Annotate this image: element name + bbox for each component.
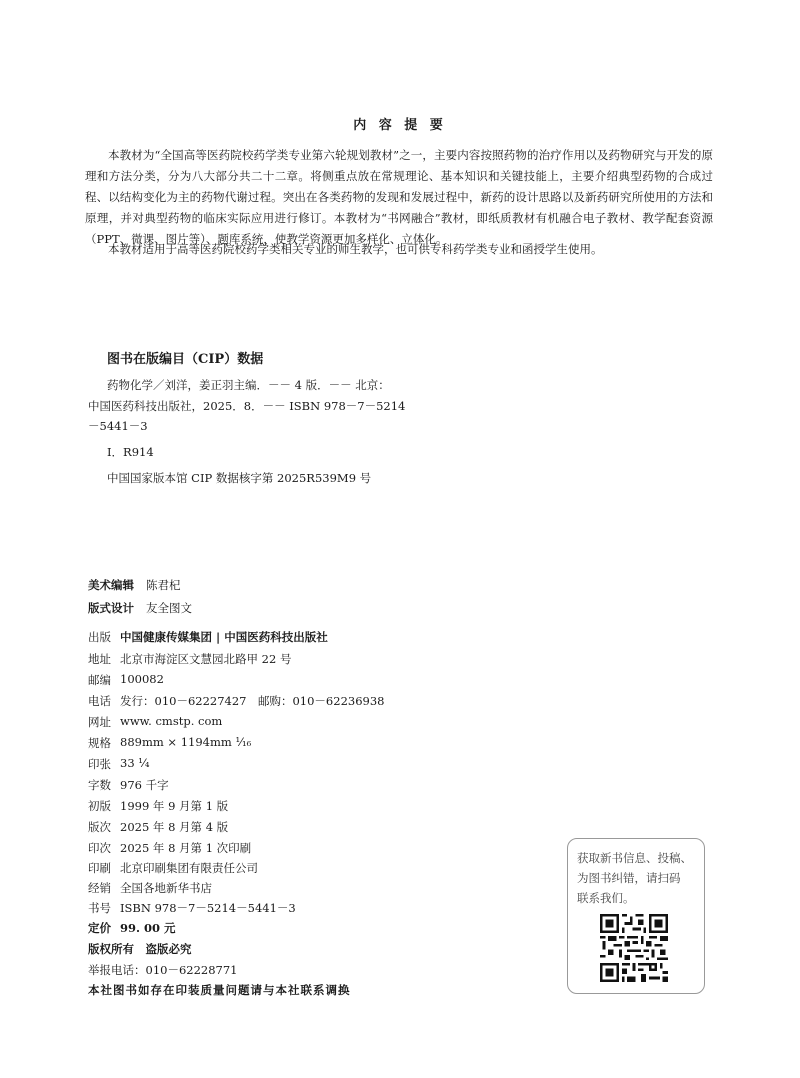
pub-value: 100082 <box>120 672 164 686</box>
pub-sheets <box>88 756 149 772</box>
pub-label: 书号 <box>88 901 111 915</box>
pub-value: 1999 年 9 月第 1 版 <box>120 799 229 813</box>
pub-value: 全国各地新华书店 <box>120 881 212 895</box>
pub-website <box>88 714 222 730</box>
pub-value: 976 千字 <box>120 778 169 792</box>
report-phone: 举报电话：010－62228771 <box>88 963 238 977</box>
pub-label: 印次 <box>88 841 111 855</box>
pub-label: 字数 <box>88 778 111 792</box>
pub-label: 出版 <box>88 630 111 644</box>
cip-line-4: Ⅰ．R914 <box>107 445 154 459</box>
qr-notice-line: 为图书纠错，请扫码 <box>577 871 681 885</box>
pub-label: 版次 <box>88 820 111 834</box>
pub-address <box>88 651 291 667</box>
pub-value: 北京印刷集团有限责任公司 <box>120 861 258 875</box>
credit-value: 友全图文 <box>146 601 192 615</box>
pub-value: 33 ¹⁄₄ <box>120 756 150 770</box>
pub-value: 2025 年 8 月第 1 次印刷 <box>120 841 252 855</box>
qr-code-icon[interactable] <box>600 914 668 982</box>
pub-value: 889mm × 1194mm ¹⁄₁₆ <box>120 735 252 749</box>
cip-heading: 图书在版编目（CIP）数据 <box>107 352 264 367</box>
pub-value: 北京市海淀区文慧园北路甲 22 号 <box>120 652 292 666</box>
pub-value: ISBN 978－7－5214－5441－3 <box>120 901 296 915</box>
pub-value: www. cmstp. com <box>120 714 223 728</box>
price-label: 定价 <box>88 921 111 935</box>
qr-notice-text <box>577 848 699 908</box>
pub-isbn <box>88 900 296 916</box>
pub-word-count <box>88 777 169 793</box>
summary-title: 内 容 提 要 <box>353 118 447 133</box>
pub-label: 初版 <box>88 799 111 813</box>
pub-format <box>88 735 251 751</box>
pub-phone <box>88 693 384 709</box>
price-row <box>88 920 176 936</box>
pub-value: 发行：010－62227427 邮购：010－62236938 <box>120 694 385 708</box>
pub-label: 邮编 <box>88 673 111 687</box>
credit-value: 陈君杞 <box>146 578 181 592</box>
cip-line-1: 药物化学／刘洋，姜正羽主编．－－ 4 版．－－ 北京： <box>107 378 390 392</box>
cip-line-3: －5441－3 <box>88 419 148 433</box>
credit-label: 美术编辑 <box>88 578 134 592</box>
pub-label: 印张 <box>88 757 111 771</box>
pub-publisher <box>88 629 328 645</box>
pub-label: 地址 <box>88 652 111 666</box>
pub-label: 经销 <box>88 881 111 895</box>
pub-value: 中国健康传媒集团 | 中国医药科技出版社 <box>120 630 328 644</box>
pub-first-edition <box>88 798 228 814</box>
credit-art-editor <box>88 577 181 593</box>
pub-label: 规格 <box>88 736 111 750</box>
pub-label: 印刷 <box>88 861 111 875</box>
pub-printer <box>88 860 258 876</box>
pub-distributor <box>88 880 212 896</box>
pub-label: 电话 <box>88 694 111 708</box>
qr-notice-line: 联系我们。 <box>577 891 635 905</box>
summary-paragraph-2: 本教材适用于高等医药院校药学类相关专业的师生教学，也可供专科药学类专业和函授学生使用。 <box>108 242 603 256</box>
pub-edition <box>88 819 228 835</box>
pub-label: 网址 <box>88 715 111 729</box>
cip-line-5: 中国国家版本馆 CIP 数据核字第 2025R539M9 号 <box>107 471 372 485</box>
pub-postcode <box>88 672 164 688</box>
footer-note: 本社图书如存在印装质量问题请与本社联系调换 <box>88 983 351 997</box>
credit-label: 版式设计 <box>88 601 134 615</box>
cip-line-2: 中国医药科技出版社，2025．8．－－ ISBN 978－7－5214 <box>88 399 406 413</box>
pub-value: 2025 年 8 月第 4 版 <box>120 820 229 834</box>
price-value: 99. 00 元 <box>120 921 176 935</box>
rights-statement: 版权所有 盗版必究 <box>88 942 192 956</box>
qr-notice-line: 获取新书信息、投稿、 <box>577 851 692 865</box>
pub-impression <box>88 840 251 856</box>
summary-paragraph-1: 本教材为“全国高等医药院校药学类专业第六轮规划教材”之一，主要内容按照药物的治疗作用以及药物研究与开发的原理和方法分类，分为八大部分共二十二章。将侧重点放在常规理论、基本知识和关键技能上，主要介绍典型药物的合成过程、以结构变化为主的药物代谢过程。突出在各类药物的发现和发展过程中，新药的设计思路以及新药研究所使用的方法和原理，并对典型药物的临床实际应用进行修订。本教材为“书网融合”教材，即纸质教材有机融合电子教材、教学配套资源（PPT、微课、图片等）、题库系统，使教学资源更加多样化、立体化。 <box>85 148 713 246</box>
credit-layout-design <box>88 600 192 616</box>
